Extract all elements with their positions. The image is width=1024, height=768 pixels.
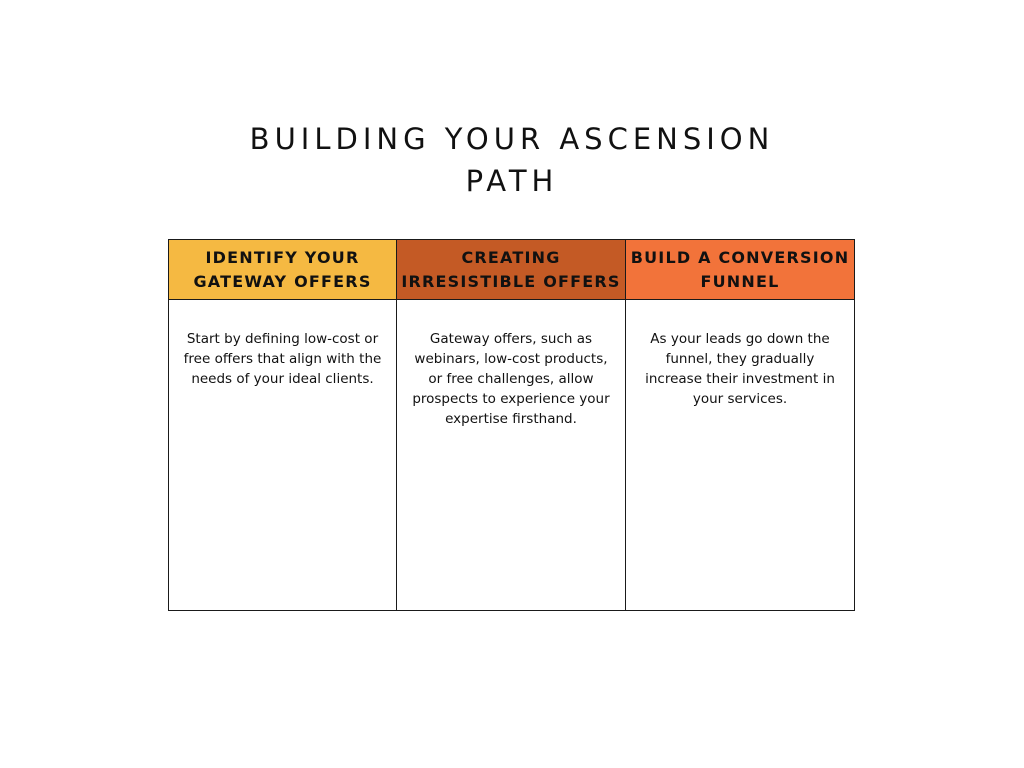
column-description: Gateway offers, such as webinars, low-cost products, or free challenges, allow prospects to experience your expertise firsthand. — [412, 331, 610, 427]
column-header-label: IDENTIFY YOUR GATEWAY OFFERS — [193, 247, 372, 291]
column-header-conversion-funnel — [626, 240, 854, 300]
column-header-gateway-offers — [169, 240, 397, 300]
column-description: Start by defining low-cost or free offers that align with the needs of your ideal clients. — [183, 331, 382, 387]
column-header-label: BUILD A CONVERSION FUNNEL — [630, 247, 850, 291]
column-body-gateway-offers — [169, 300, 397, 610]
column-body-irresistible-offers — [397, 300, 626, 610]
column-description: As your leads go down the funnel, they gradually increase their investment in your services. — [645, 331, 835, 407]
page-title-line-2: PATH — [465, 164, 559, 198]
column-body-conversion-funnel — [626, 300, 854, 610]
page-title-line-1: BUILDING YOUR ASCENSION — [249, 122, 775, 156]
page-title — [0, 118, 1024, 202]
column-header-label: CREATING IRRESISTIBLE OFFERS — [401, 247, 621, 291]
ascension-path-table — [168, 239, 855, 611]
column-header-irresistible-offers — [397, 240, 626, 300]
